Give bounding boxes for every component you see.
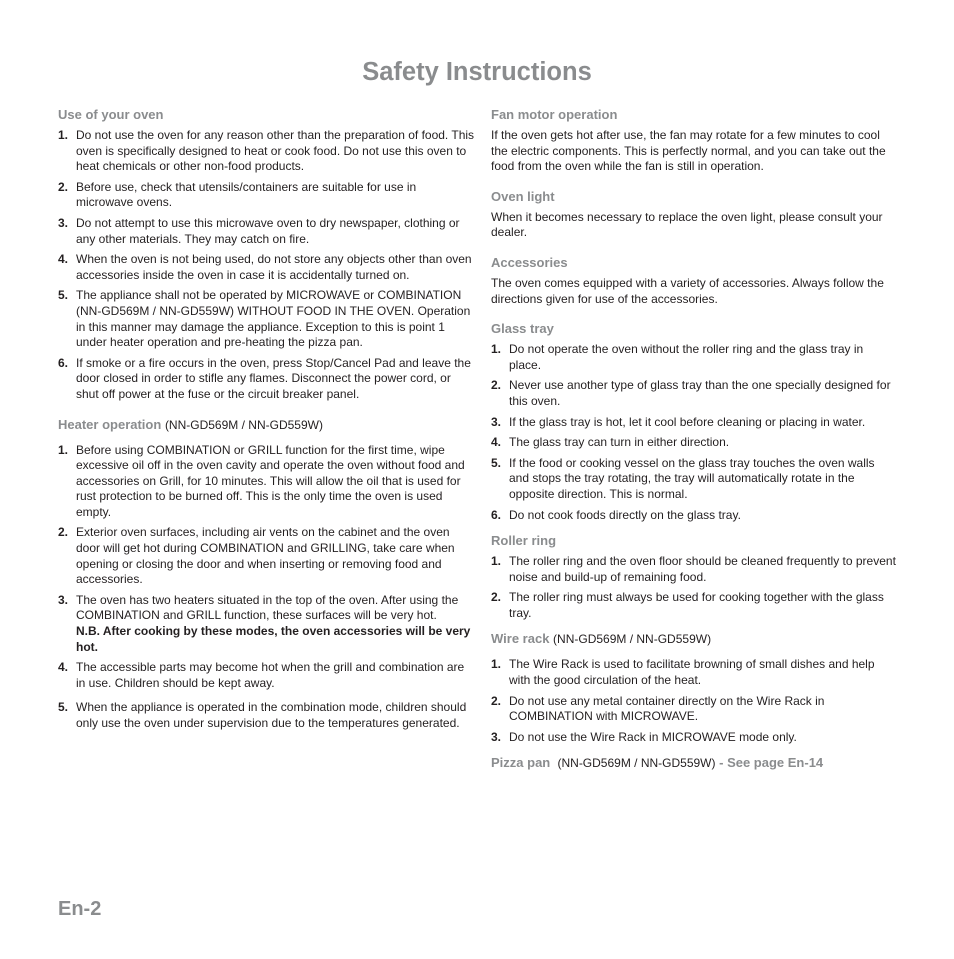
item-list <box>491 342 897 523</box>
list-item <box>491 435 897 451</box>
list-item <box>491 657 897 688</box>
item-text: When the oven is not being used, do not store any objects other than oven accessories inside the oven in case it is accidentally turned on. <box>76 252 472 282</box>
item-text: If smoke or a fire occurs in the oven, press Stop/Cancel Pad and leave the door closed in order to stifle any flames. Disconnect the power cord, or shut off power at the fuse or the circuit breaker panel. <box>76 355 471 401</box>
section-heading <box>491 754 897 772</box>
item-number: 1. <box>491 342 502 357</box>
section-glass-tray <box>491 320 897 523</box>
list-item <box>58 216 476 247</box>
section-heading <box>58 106 476 123</box>
section-accessories <box>491 254 897 307</box>
item-text: Do not use the oven for any reason other than the preparation of food. This oven is specifically designed to heat or cook food. Do not use this oven to heat chemicals or other non-food products. <box>76 128 475 174</box>
item-number: 1. <box>491 554 502 569</box>
page-number: En-2 <box>58 898 102 920</box>
section-text: If the oven gets hot after use, the fan may rotate for a few minutes to cool the electric components. This is perfectly normal, and you can take out the food from the oven while the fan is still in operation. <box>491 128 886 174</box>
right-column <box>491 106 897 785</box>
item-number: 3. <box>58 215 69 230</box>
section-roller-ring <box>491 532 897 621</box>
section-text: The oven comes equipped with a variety of accessories. Always follow the directions given for use of the accessories. <box>491 275 884 306</box>
item-text: Before use, check that utensils/containers are suitable for use in microwave ovens. <box>76 179 417 210</box>
section-heater-operation <box>58 416 476 732</box>
list-item <box>491 694 897 725</box>
left-column <box>58 106 476 745</box>
list-item <box>491 730 897 746</box>
item-number: 2. <box>491 590 502 605</box>
item-text: When the appliance is operated in the combination mode, children should only use the oven under supervision due to the temperatures generated. <box>76 700 467 730</box>
model-note: (NN-GD569M / NN-GD559W) <box>557 756 716 771</box>
item-number: 4. <box>58 252 69 267</box>
section-wire-rack <box>491 630 897 745</box>
item-text: Do not use any metal container directly on the Wire Rack in COMBINATION with MICROWAVE. <box>509 693 825 724</box>
item-number: 2. <box>491 378 502 393</box>
item-number: 2. <box>58 179 69 194</box>
heading-text: Pizza pan <box>491 755 551 771</box>
list-item <box>491 554 897 585</box>
item-text: The roller ring and the oven floor should be cleaned frequently to prevent noise and build-up of remaining food. <box>509 554 896 584</box>
item-number: 6. <box>491 507 502 522</box>
item-text: The appliance shall not be operated by MICROWAVE or COMBINATION (NN-GD569M / NN-GD559W) WITHOUT FOOD IN THE OVEN. Operation in this manner may damage the appliance. Exception to this is point 1 under heater operation and pre-heating the pizza pan. <box>76 288 471 350</box>
item-number: 4. <box>58 660 69 675</box>
section-fan-motor <box>491 106 897 175</box>
list-item <box>58 252 476 283</box>
section-oven-light <box>491 188 897 241</box>
item-text: The glass tray can turn in either direction. <box>509 435 730 450</box>
list-item <box>58 593 476 655</box>
item-list <box>58 443 476 732</box>
section-heading <box>491 630 897 648</box>
item-number: 4. <box>491 435 502 450</box>
model-note: (NN-GD569M / NN-GD559W) <box>164 417 323 432</box>
list-item <box>491 415 897 431</box>
item-text: Do not cook foods directly on the glass tray. <box>509 507 741 522</box>
item-text: The Wire Rack is used to facilitate browning of small dishes and help with the good circulation of the heat. <box>509 657 875 688</box>
section-heading: Fan motor operation <box>491 107 618 122</box>
item-list <box>491 657 897 745</box>
item-text: If the food or cooking vessel on the glass tray touches the oven walls and stops the tray rotating, the tray will automatically rotate in the opposite direction. This is normal. <box>509 455 875 501</box>
list-item <box>491 508 897 524</box>
item-text: If the glass tray is hot, let it cool before cleaning or placing in water. <box>509 414 866 429</box>
list-item <box>58 700 476 731</box>
list-item <box>58 443 476 521</box>
item-text: The oven has two heaters situated in the top of the oven. After using the COMBINATION and GRILL function, these surfaces will be very hot. <box>76 592 459 623</box>
list-item <box>58 180 476 211</box>
heading-text: Use of your oven <box>58 107 164 122</box>
item-number: 5. <box>58 700 69 715</box>
list-item <box>491 378 897 409</box>
section-heading: Oven light <box>491 188 555 204</box>
model-note: (NN-GD569M / NN-GD559W) <box>553 632 712 647</box>
heading-text: Heater operation <box>58 416 162 432</box>
item-text: Before using COMBINATION or GRILL function for the first time, wipe excessive oil off in the oven cavity and operate the oven without food and accessories on Grill, for 10 minutes. This will allow the oil that is used for rust protection to be burned off. This is the only time the oven is used empty. <box>76 442 465 519</box>
list-item <box>58 288 476 350</box>
item-text: Do not attempt to use this microwave oven to dry newspaper, clothing or any other materials. They may catch on fire. <box>76 215 460 246</box>
item-number: 5. <box>491 455 502 470</box>
list-item <box>58 128 476 175</box>
warning-note: N.B. After cooking by these modes, the oven accessories will be very hot. <box>76 624 471 654</box>
item-number: 6. <box>58 355 69 370</box>
list-item <box>491 456 897 503</box>
item-number: 1. <box>58 442 69 457</box>
item-text: The roller ring must always be used for cooking together with the glass tray. <box>509 590 884 620</box>
section-use-of-oven <box>58 106 476 403</box>
item-text: Never use another type of glass tray than the one specially designed for this oven. <box>509 378 891 408</box>
item-list <box>491 554 897 621</box>
list-item <box>491 342 897 373</box>
item-number: 2. <box>58 525 69 540</box>
heading-text: Wire rack <box>491 631 550 647</box>
list-item <box>58 525 476 587</box>
list-item <box>58 356 476 403</box>
item-text: The accessible parts may become hot when the grill and combination are in use. Children should be kept away. <box>76 660 465 690</box>
item-text: Do not use the Wire Rack in MICROWAVE mode only. <box>509 729 797 744</box>
list-item <box>491 590 897 621</box>
item-number: 5. <box>58 288 69 303</box>
section-text: When it becomes necessary to replace the oven light, please consult your dealer. <box>491 209 883 240</box>
section-pizza-pan <box>491 754 897 772</box>
item-text: Exterior oven surfaces, including air vents on the cabinet and the oven door will get hot during COMBINATION and GRILLING, take care when opening or closing the door and when inserting or removing food and accessories. <box>76 525 455 587</box>
item-number: 3. <box>491 729 502 744</box>
item-number: 3. <box>58 592 69 607</box>
item-list <box>58 128 476 403</box>
page-title: Safety Instructions <box>362 58 592 86</box>
item-number: 1. <box>491 657 502 672</box>
item-number: 3. <box>491 414 502 429</box>
item-text: Do not operate the oven without the roller ring and the glass tray in place. <box>509 342 864 372</box>
page-reference: - See page En-14 <box>719 755 824 771</box>
list-item <box>58 660 476 691</box>
section-heading: Accessories <box>491 254 568 270</box>
section-heading <box>58 416 476 434</box>
item-number: 2. <box>491 693 502 708</box>
section-heading: Glass tray <box>491 321 554 337</box>
item-number: 1. <box>58 128 69 142</box>
section-heading: Roller ring <box>491 533 557 549</box>
